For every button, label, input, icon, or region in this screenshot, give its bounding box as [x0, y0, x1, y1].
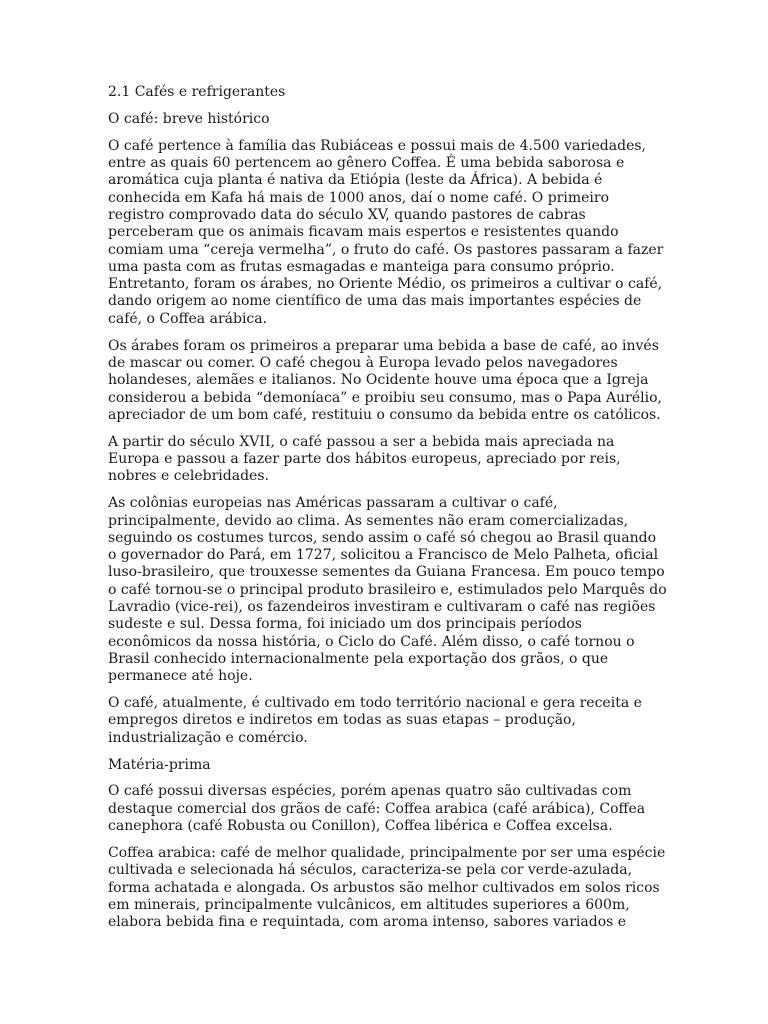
subtitle-history: O café: breve histórico [108, 110, 270, 127]
paragraph-history-3: A partir do século XVII, o café passou a ser a bebida mais apreciada na Europa e passou a fazer parte dos hábitos europeus, apreciado por reis, nobres e celebridades. [108, 433, 621, 485]
paragraph-history-5: O café, atualmente, é cultivado em todo território nacional e gera receita e empregos diretos e indiretos em todas as suas etapas – produção, industrialização e comércio. [108, 695, 642, 746]
paragraph-history-1: O café pertence à família das Rubiáceas e possui mais de 4.500 variedades, entre as quais 60 pertencem ao gênero Coffea. É uma bebida saborosa e aromática cuja planta é nativa da Etiópia (leste da África). A bebida é conhecida em Kafa há mais de 1000 anos, daí o nome café. O primeiro registro comprovado data do século XV, quando pastores de cabras perceberam que os animais ficavam mais espertos e resistentes quando comiam uma “cereja vermelha”, o fruto do café. Os pastores passaram a fazer uma pasta com as frutas esmagadas e manteiga para consumo próprio. Entretanto, foram os árabes, no Oriente Médio, os primeiros a cultivar o café, dando origem ao nome científico de uma das mais importantes espécies de café, o Coffea arábica. [108, 137, 664, 327]
subtitle-raw-material: Matéria-prima [108, 756, 211, 773]
document-page [108, 84, 668, 941]
section-title: 2.1 Cafés e refrigerantes [108, 84, 286, 100]
paragraph-history-2: Os árabes foram os primeiros a preparar uma bebida a base de café, ao invés de mascar ou comer. O café chegou à Europa levado pelos navegadores holandeses, alemães e italianos. No Ocidente houve uma época que a Igreja considerou a bebida “demoníaca” e proibiu seu consumo, mas o Papa Aurélio, apreciador de um bom café, restituiu o consumo da bebida entre os católicos. [108, 337, 662, 423]
paragraph-raw-material-1: O café possui diversas espécies, porém apenas quatro são cultivadas com destaque comercial dos grãos de café: Coffea arabica (café arábica), Coffea canephora (café Robusta ou Conillon), Coffea libérica e Coffea excelsa. [108, 783, 646, 835]
paragraph-history-4: As colônias europeias nas Américas passaram a cultivar o café, principalmente, devido ao clima. As sementes não eram comercializadas, seguindo os costumes turcos, sendo assim o café só chegou ao Brasil quando o governador do Pará, em 1727, solicitou a Francisco de Melo Palheta, oficial luso-brasileiro, que trouxesse sementes da Guiana Francesa. Em pouco tempo o café tornou-se o principal produto brasileiro e, estimulados pelo Marquês do Lavradio (vice-rei), os fazendeiros investiram e cultivaram o café nas regiões sudeste e sul. Dessa forma, foi iniciado um dos principais períodos econômicos da nossa história, o Ciclo do Café. Além disso, o café tornou o Brasil conhecido internacionalmente pela exportação dos grãos, o que permanece até hoje. [108, 495, 667, 685]
paragraph-raw-material-2: Coffea arabica: café de melhor qualidade, principalmente por ser uma espécie cultivada e selecionada há séculos, caracteriza-se pela cor verde-azulada, forma achatada e alongada. Os arbustos são melhor cultivados em solos ricos em minerais, principalmente vulcânicos, em altitudes superiores a 600m, elabora bebida fina e requintada, com aroma intenso, sabores variados e [108, 844, 666, 931]
